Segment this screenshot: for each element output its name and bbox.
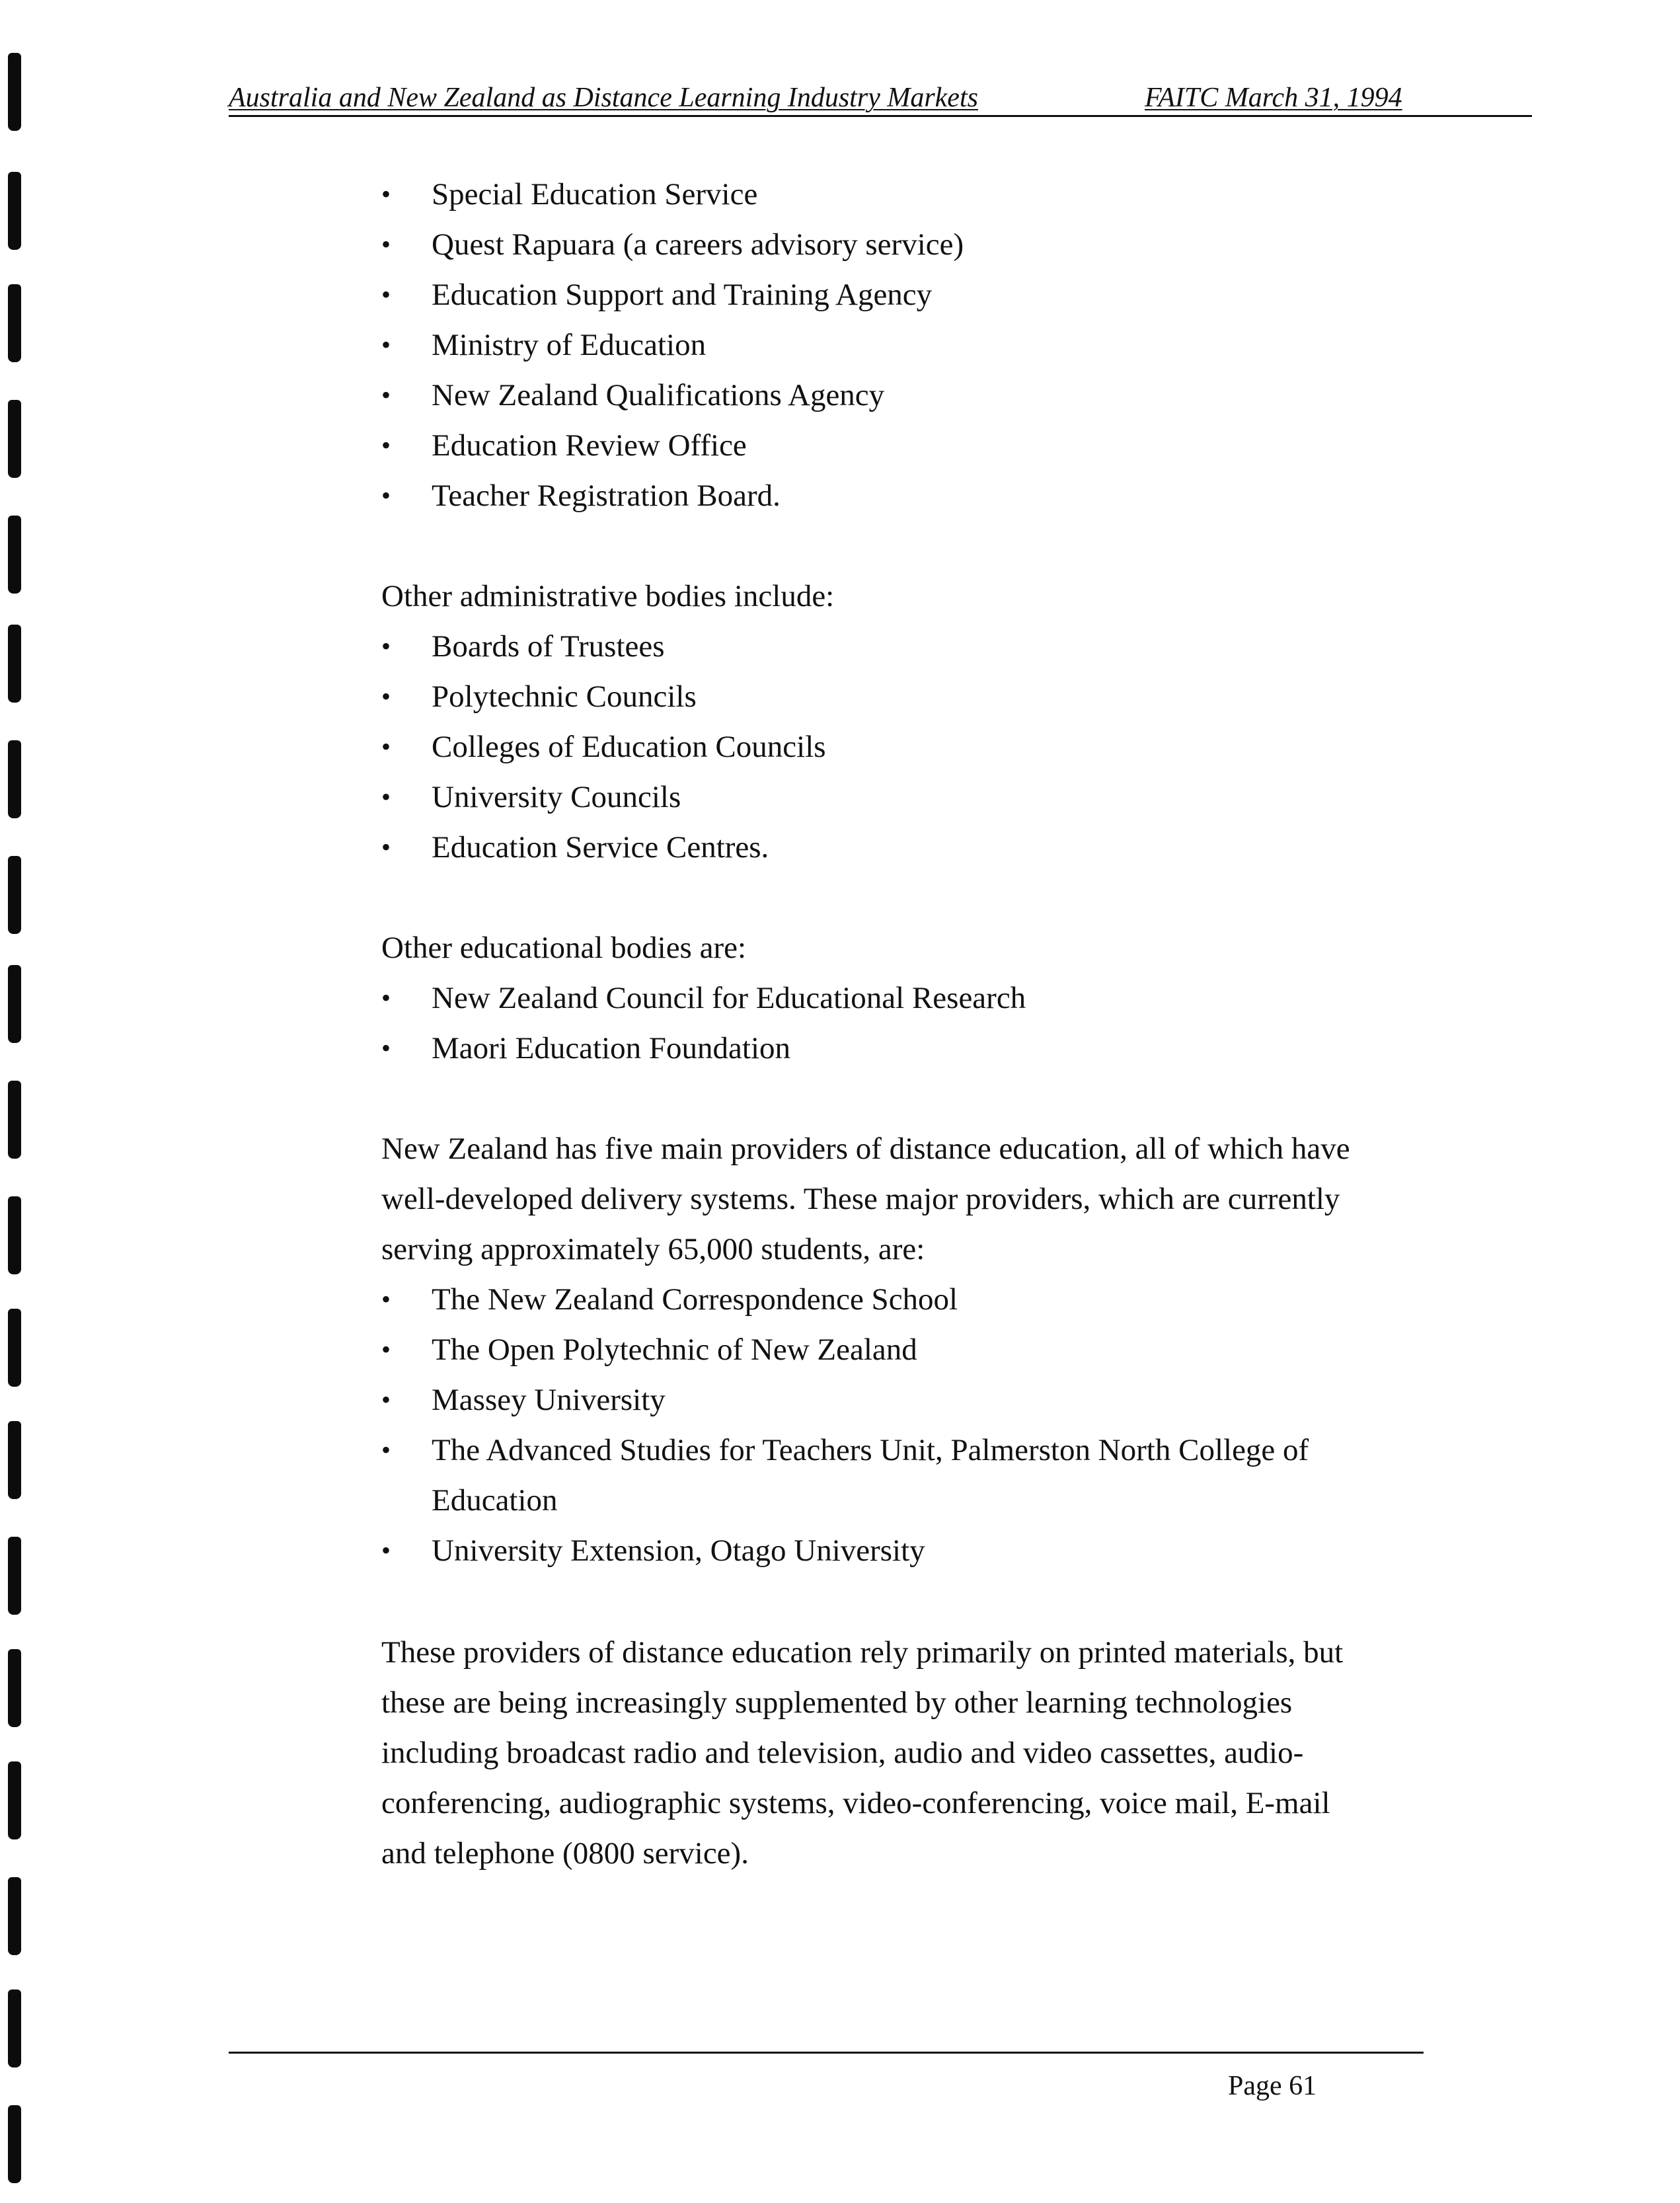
educational-bodies-list bbox=[381, 973, 1439, 1073]
binding-mark bbox=[8, 625, 21, 703]
list-item: • Education Support and Training Agency bbox=[381, 270, 1439, 320]
binding-mark bbox=[8, 1196, 21, 1274]
list-item: • Polytechnic Councils bbox=[381, 672, 1439, 722]
list-item: • New Zealand Qualifications Agency bbox=[381, 370, 1439, 420]
footer-rule bbox=[229, 2052, 1424, 2054]
list-item: • New Zealand Council for Educational Research bbox=[381, 973, 1439, 1023]
binding-mark bbox=[8, 53, 21, 131]
spacer bbox=[381, 521, 1439, 571]
paragraph-line: and telephone (0800 service). bbox=[381, 1836, 749, 1871]
paragraph-line: including broadcast radio and television, audio and video cassettes, audio- bbox=[381, 1736, 1304, 1770]
admin-bodies-list bbox=[381, 621, 1439, 872]
list-item: • Education Service Centres. bbox=[381, 822, 1439, 872]
binding-mark bbox=[8, 1081, 21, 1159]
binding-mark bbox=[8, 400, 21, 478]
binding-mark bbox=[8, 516, 21, 594]
paragraph-line: conferencing, audiographic systems, video-conferencing, voice mail, E-mail bbox=[381, 1786, 1330, 1820]
list-item bbox=[381, 1425, 1439, 1526]
list-item: • The New Zealand Correspondence School bbox=[381, 1274, 1439, 1325]
spacer bbox=[381, 1576, 1439, 1627]
binding-mark bbox=[8, 1421, 21, 1499]
list-item: • Special Education Service bbox=[381, 169, 1439, 219]
page-body bbox=[381, 169, 1439, 1878]
binding-mark bbox=[8, 1537, 21, 1615]
list-item-line: The Advanced Studies for Teachers Unit, Palmerston North College of bbox=[432, 1433, 1309, 1467]
header-title: Australia and New Zealand as Distance Learning Industry Markets bbox=[229, 83, 978, 113]
binding-mark bbox=[8, 1649, 21, 1727]
technologies-paragraph bbox=[381, 1627, 1439, 1878]
list-item: • Maori Education Foundation bbox=[381, 1023, 1439, 1073]
list-item: • University Extension, Otago University bbox=[381, 1526, 1439, 1576]
binding-mark bbox=[8, 172, 21, 250]
binding-mark bbox=[8, 1990, 21, 2068]
spacer bbox=[381, 1073, 1439, 1124]
list-item: • Education Review Office bbox=[381, 420, 1439, 471]
providers-paragraph bbox=[381, 1124, 1439, 1274]
paragraph-line: well-developed delivery systems. These major providers, which are currently bbox=[381, 1182, 1340, 1216]
binding-mark bbox=[8, 1309, 21, 1387]
list-item: • Ministry of Education bbox=[381, 320, 1439, 370]
binding-mark bbox=[8, 2105, 21, 2183]
binding-marks bbox=[0, 0, 53, 2203]
list-item: • Colleges of Education Councils bbox=[381, 722, 1439, 772]
binding-mark bbox=[8, 740, 21, 818]
providers-list bbox=[381, 1274, 1439, 1576]
paragraph-line: these are being increasingly supplemented by other learning technologies bbox=[381, 1685, 1293, 1720]
binding-mark bbox=[8, 1761, 21, 1839]
paragraph-line: These providers of distance education rely primarily on printed materials, but bbox=[381, 1635, 1344, 1670]
agency-list bbox=[381, 169, 1439, 521]
admin-bodies-intro: Other administrative bodies include: bbox=[381, 579, 835, 613]
list-item: • University Councils bbox=[381, 772, 1439, 822]
binding-mark bbox=[8, 965, 21, 1043]
list-item: • Teacher Registration Board. bbox=[381, 471, 1439, 521]
paragraph-line: serving approximately 65,000 students, are: bbox=[381, 1232, 925, 1266]
binding-mark bbox=[8, 284, 21, 362]
binding-mark bbox=[8, 856, 21, 934]
page-number: Page 61 bbox=[1228, 2071, 1317, 2101]
list-item: • Boards of Trustees bbox=[381, 621, 1439, 672]
running-header bbox=[229, 75, 1532, 117]
list-item: • Massey University bbox=[381, 1375, 1439, 1425]
header-date: FAITC March 31, 1994 bbox=[1145, 83, 1402, 113]
list-item: • The Open Polytechnic of New Zealand bbox=[381, 1325, 1439, 1375]
spacer bbox=[381, 872, 1439, 923]
educational-bodies-intro: Other educational bodies are: bbox=[381, 931, 747, 965]
list-item-line: Education bbox=[432, 1483, 558, 1518]
list-item: • Quest Rapuara (a careers advisory service) bbox=[381, 219, 1439, 270]
paragraph-line: New Zealand has five main providers of distance education, all of which have bbox=[381, 1132, 1350, 1166]
binding-mark bbox=[8, 1877, 21, 1955]
